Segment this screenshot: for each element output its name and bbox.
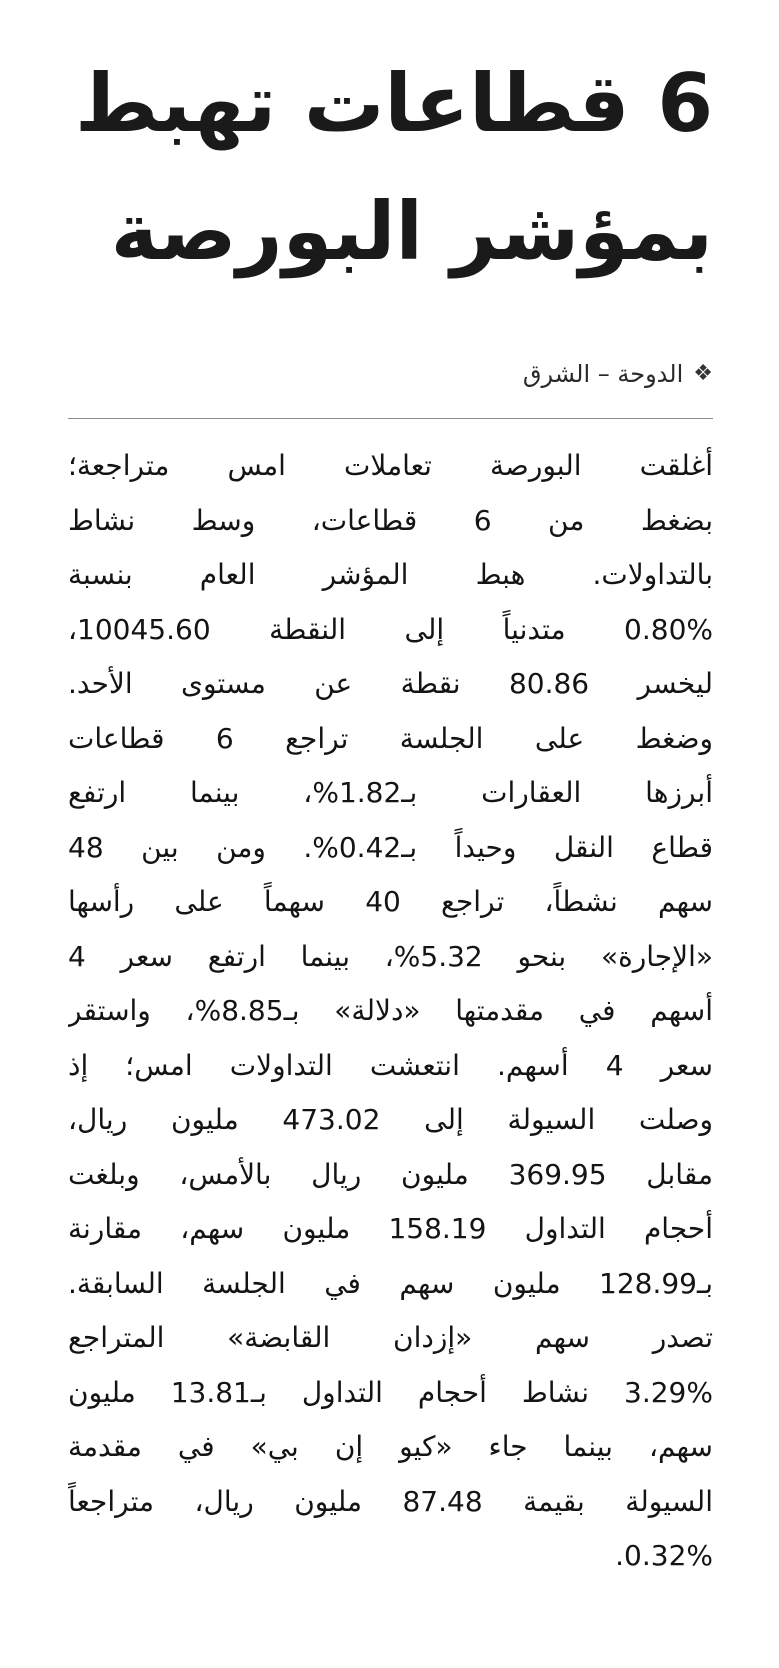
- diamond-bullet-icon: ❖: [693, 361, 713, 386]
- body-line: أبرزها العقارات بـ1.82%، بينما ارتفع: [68, 776, 713, 809]
- body-line: بالتداولات. هبط المؤشر العام بنسبة: [68, 558, 713, 591]
- body-line: وصلت السيولة إلى 473.02 مليون ريال،: [68, 1103, 713, 1136]
- body-line: السيولة بقيمة 87.48 مليون ريال، متراجعاً: [68, 1484, 713, 1518]
- headline-line-2: بمؤشر البورصة: [110, 185, 713, 278]
- article-byline: [68, 354, 713, 394]
- body-line: وضغط على الجلسة تراجع 6 قطاعات: [68, 721, 713, 755]
- headline-line-1: 6 قطاعات تهبط: [75, 57, 713, 150]
- body-line: 3.29% نشاط أحجام التداول بـ13.81 مليون: [68, 1375, 713, 1409]
- body-line: سعر 4 أسهم. انتعشت التداولات امس؛ إذ: [68, 1048, 713, 1082]
- body-line: أسهم في مقدمتها «دلالة» بـ8.85%، واستقر: [68, 994, 713, 1027]
- byline-text: الدوحة – الشرق: [522, 360, 684, 388]
- body-line: «الإجارة» بنحو 5.32%، بينما ارتفع سعر 4: [68, 939, 713, 973]
- article-headline: [68, 40, 713, 296]
- body-line: 0.32%.: [615, 1539, 713, 1572]
- body-line: سهم نشطاً، تراجع 40 سهماً على رأسها: [68, 885, 713, 918]
- body-line: تصدر سهم «إزدان القابضة» المتراجع: [68, 1321, 713, 1354]
- divider: [68, 418, 713, 419]
- body-line: سهم، بينما جاء «كيو إن بي» في مقدمة: [68, 1430, 713, 1463]
- body-line: بضغط من 6 قطاعات، وسط نشاط: [68, 503, 713, 537]
- body-line: أحجام التداول 158.19 مليون سهم، مقارنة: [68, 1212, 713, 1245]
- body-line: قطاع النقل وحيداً بـ0.42%. ومن بين 48: [68, 830, 713, 864]
- body-line: بـ128.99 مليون سهم في الجلسة السابقة.: [68, 1266, 713, 1300]
- article: [68, 40, 713, 1584]
- body-line: أغلقت البورصة تعاملات امس متراجعة؛: [68, 449, 713, 482]
- body-line: ليخسر 80.86 نقطة عن مستوى الأحد.: [68, 667, 713, 700]
- body-line: مقابل 369.95 مليون ريال بالأمس، وبلغت: [68, 1157, 713, 1191]
- article-body: [68, 439, 713, 1584]
- body-line: 0.80% متدنياً إلى النقطة 10045.60،: [68, 612, 713, 646]
